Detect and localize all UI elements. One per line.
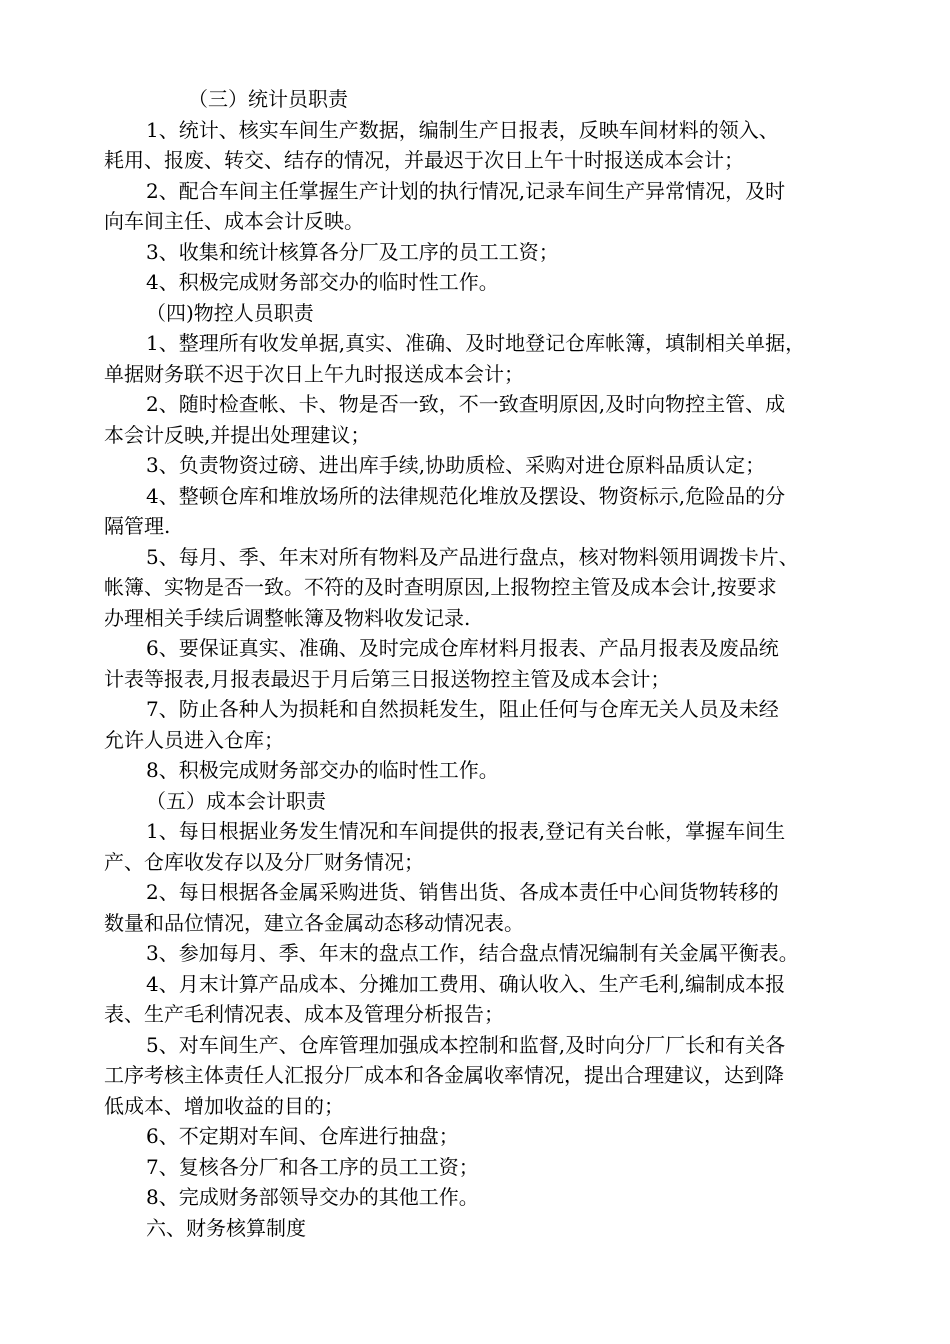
- section-heading-material-control: （四)物控人员职责: [146, 300, 314, 325]
- paragraph-line: 6、不定期对车间、仓库进行抽盘；: [146, 1124, 459, 1148]
- section-heading-cost-accountant: （五）成本会计职责: [146, 788, 326, 813]
- paragraph-line: 5、对车间生产、仓库管理加强成本控制和监督,及时向分厂厂长和有关各: [146, 1032, 786, 1057]
- paragraph-line: 允许人员进入仓库；: [104, 727, 284, 752]
- paragraph-line: 计表等报表,月报表最迟于月后第三日报送物控主管及成本会计；: [104, 666, 671, 691]
- paragraph-line: 7、复核各分厂和各工序的员工工资；: [146, 1154, 479, 1179]
- paragraph-line: 4、积极完成财务部交办的临时性工作。: [146, 270, 499, 294]
- paragraph-line: 5、每月、季、年末对所有物料及产品进行盘点，核对物料领用调拨卡片、: [146, 544, 799, 569]
- paragraph-line: 3、负责物资过磅、进出库手续,协助质检、采购对进仓原料品质认定；: [146, 453, 766, 477]
- document-body: [0, 84, 950, 1243]
- paragraph-line: 2、配合车间主任掌握生产计划的执行情况,记录车间生产异常情况，及时: [146, 178, 786, 203]
- paragraph-line: 本会计反映,并提出处理建议；: [104, 422, 371, 447]
- paragraph-line: 2、每日根据各金属采购进货、销售出货、各成本责任中心间货物转移的: [146, 880, 779, 904]
- paragraph-line: 8、积极完成财务部交办的临时性工作。: [146, 758, 499, 782]
- paragraph-line: 1、每日根据业务发生情况和车间提供的报表,登记有关台帐，掌握车间生: [146, 819, 786, 843]
- paragraph-line: 工序考核主体责任人汇报分厂成本和各金属收率情况，提出合理建议，达到降: [104, 1063, 784, 1087]
- paragraph-line: 3、参加每月、季、年末的盘点工作，结合盘点情况编制有关金属平衡表。: [146, 941, 799, 965]
- paragraph-line: 8、完成财务部领导交办的其他工作。: [146, 1185, 479, 1209]
- paragraph-line: 6、要保证真实、准确、及时完成仓库材料月报表、产品月报表及废品统: [146, 636, 779, 660]
- paragraph-line: 3、收集和统计核算各分厂及工序的员工工资；: [146, 239, 559, 264]
- paragraph-line: 4、月末计算产品成本、分摊加工费用、确认收入、生产毛利,编制成本报: [146, 971, 786, 996]
- paragraph-line: 耗用、报废、转交、结存的情况，并最迟于次日上午十时报送成本会计；: [104, 148, 744, 172]
- paragraph-line: 低成本、增加收益的目的；: [104, 1093, 344, 1118]
- paragraph-line: 帐簿、实物是否一致。不符的及时查明原因,上报物控主管及成本会计,按要求: [104, 575, 777, 599]
- paragraph-line: 数量和品位情况，建立各金属动态移动情况表。: [104, 910, 524, 935]
- paragraph-line: 2、随时检查帐、卡、物是否一致，不一致查明原因,及时向物控主管、成: [146, 392, 786, 416]
- paragraph-line: 隔管理.: [104, 514, 171, 538]
- paragraph-line: 7、防止各种人为损耗和自然损耗发生，阻止任何与仓库无关人员及未经: [146, 697, 779, 721]
- paragraph-line: 向车间主任、成本会计反映。: [104, 209, 364, 233]
- section-heading-accounting-system: 六、财务核算制度: [146, 1215, 306, 1240]
- paragraph-line: 单据财务联不迟于次日上午九时报送成本会计；: [104, 361, 524, 386]
- paragraph-line: 产、仓库收发存以及分厂财务情况；: [104, 849, 424, 874]
- section-heading-statistician: （三）统计员职责: [188, 87, 348, 111]
- paragraph-line: 4、整顿仓库和堆放场所的法律规范化堆放及摆设、物资标示,危险品的分: [146, 483, 786, 508]
- paragraph-line: 表、生产毛利情况表、成本及管理分析报告；: [104, 1002, 504, 1026]
- paragraph-line: 办理相关手续后调整帐簿及物料收发记录.: [104, 605, 471, 630]
- paragraph-line: 1、整理所有收发单据,真实、准确、及时地登记仓库帐簿，填制相关单据，: [146, 331, 806, 355]
- paragraph-line: 1、统计、核实车间生产数据，编制生产日报表，反映车间材料的领入、: [146, 117, 779, 142]
